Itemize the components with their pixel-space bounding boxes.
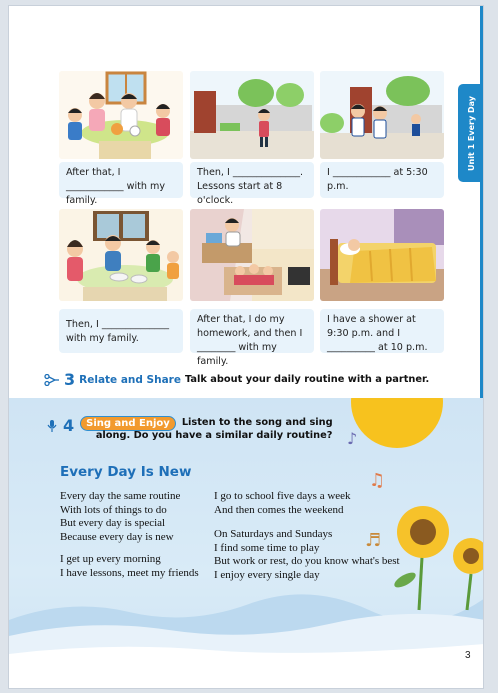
lyrics-left-column: [60, 490, 199, 581]
textbook-page: [8, 5, 484, 689]
music-note-icon-2: ♬: [365, 530, 382, 551]
section-3-header: [44, 370, 429, 389]
song-title: Every Day Is New: [60, 464, 192, 480]
picture-family-meal: [59, 71, 183, 159]
caption-5: [190, 309, 314, 367]
lyric-line: I find some time to play: [214, 541, 320, 554]
caption-6-text: I have a shower at 9:30 p.m. and I __________ at 10 p.m.: [327, 314, 428, 353]
section-4-line-2: along. Do you have a similar daily routine?: [95, 430, 333, 441]
lyric-line: And then comes the weekend: [214, 503, 344, 516]
caption-1-text: After that, I ____________ with my family.: [66, 167, 166, 206]
section-4-line-1: Listen to the song and sing: [181, 417, 333, 428]
page-number: 3: [465, 650, 471, 661]
caption-3-text: I ____________ at 5:30 p.m.: [327, 167, 428, 192]
caption-4-text: Then, I ______________ with my family.: [66, 319, 170, 344]
music-clef-icon: ♫: [369, 470, 386, 491]
caption-3: [320, 162, 444, 198]
lyric-line: But work or rest, do you know what's best: [214, 555, 400, 568]
caption-5-text: After that, I do my homework, and then I ________ with my family.: [197, 314, 303, 367]
lyric-line: With lots of things to do: [60, 503, 167, 516]
section-4-header: [47, 416, 333, 442]
music-note-icon: ♪: [347, 429, 358, 448]
picture-leaving-school: [320, 71, 444, 159]
sun-icon: [351, 398, 443, 448]
section-3-instruction: Talk about your daily routine with a partner.: [184, 374, 430, 385]
caption-4: [59, 309, 183, 353]
section-3-title: Relate and Share: [79, 373, 181, 386]
sing-and-enjoy-badge: Sing and Enjoy: [80, 416, 176, 431]
caption-2-text: Then, I ______________. Lessons start at 8 o'clock.: [197, 167, 304, 206]
picture-family-dinner: [59, 209, 183, 301]
unit-side-tab[interactable]: [458, 84, 484, 182]
lyric-line: I go to school five days a week: [214, 490, 351, 502]
sunflower-icon: [392, 506, 484, 610]
share-icon: [44, 374, 60, 386]
caption-6: [320, 309, 444, 353]
picture-homework-tv: [190, 209, 314, 301]
section-3-number: 3: [64, 370, 76, 389]
microphone-icon: [47, 419, 57, 433]
lyric-line: I get up every morning: [60, 553, 161, 566]
picture-going-to-bed: [320, 209, 444, 301]
section-4-number: 4: [63, 416, 75, 435]
picture-school-gate: [190, 71, 314, 159]
lyric-line: On Saturdays and Sundays: [214, 528, 333, 541]
lyric-line: But every day is special: [60, 517, 166, 530]
lyric-line: I have lessons, meet my friends: [60, 566, 199, 579]
lyric-line: Because every day is new: [60, 530, 174, 543]
unit-tab-label: Unit 1 Every Day: [467, 95, 477, 171]
caption-2: [190, 162, 314, 206]
caption-1: [59, 162, 183, 206]
lyric-line: Every day the same routine: [60, 490, 181, 502]
lyric-line: I enjoy every single day: [214, 568, 320, 581]
lyrics-right-column: [214, 490, 400, 583]
